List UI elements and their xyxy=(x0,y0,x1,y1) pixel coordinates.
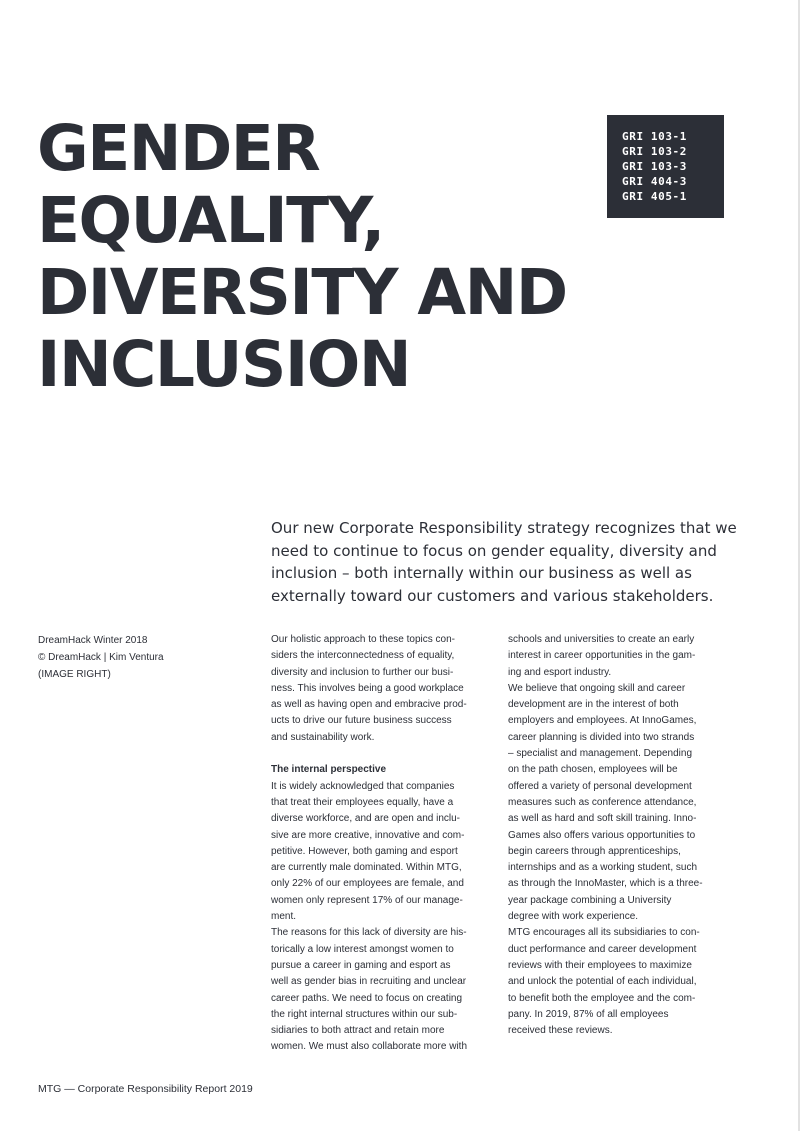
gri-code: GRI 103-2 xyxy=(622,145,688,158)
page-title xyxy=(37,113,567,401)
caption-line: (IMAGE RIGHT) xyxy=(38,669,111,680)
body-line: MTG encourages all its subsidiaries to con- xyxy=(508,927,700,939)
body-line: and sustainability work. xyxy=(271,731,375,743)
body-line: degree with work experience. xyxy=(508,911,639,923)
image-caption xyxy=(38,632,164,683)
body-line: on the path chosen, employees will be xyxy=(508,764,678,776)
body-line: ness. This involves being a good workplace xyxy=(271,682,464,694)
gri-code: GRI 405-1 xyxy=(622,190,688,203)
body-line: petitive. However, both gaming and esport xyxy=(271,845,458,857)
body-line: The reasons for this lack of diversity are his- xyxy=(271,927,467,939)
opening-paragraph xyxy=(271,632,467,746)
body-line: diverse workforce, and are open and inclu- xyxy=(271,813,460,825)
page-footer: MTG — Corporate Responsibility Report 2019 xyxy=(38,1083,253,1095)
gri-code: GRI 103-3 xyxy=(622,160,688,173)
body-line: We believe that ongoing skill and career xyxy=(508,682,686,694)
body-line: well as gender bias in recruiting and unclear xyxy=(271,976,467,988)
body-line: and unlock the potential of each individual, xyxy=(508,976,697,988)
intro-line: need to continue to focus on gender equality, diversity and xyxy=(271,541,717,560)
body-line: offered a variety of personal development xyxy=(508,780,692,792)
body-line: career planning is divided into two strands xyxy=(508,731,695,743)
body-line: sive are more creative, innovative and com- xyxy=(271,829,465,841)
body-line: are currently male dominated. Within MTG, xyxy=(271,862,462,874)
body-line: as through the InnoMaster, which is a three- xyxy=(508,878,703,890)
intro-line: externally toward our customers and various stakeholders. xyxy=(271,586,714,605)
body-line: year package combining a University xyxy=(508,894,672,906)
body-line: ing and esport industry. xyxy=(508,666,612,678)
body-line: reviews with their employees to maximize xyxy=(508,959,692,971)
body-line: as well as hard and soft skill training. Inno- xyxy=(508,813,697,825)
intro-line: inclusion – both internally within our business as well as xyxy=(271,564,692,582)
body-line: diversity and inclusion to further our busi- xyxy=(271,666,454,678)
caption-line: © DreamHack | Kim Ventura xyxy=(38,652,164,663)
gri-code: GRI 103-1 xyxy=(622,130,688,143)
intro-line: Our new Corporate Responsibility strategy recognizes that we xyxy=(271,519,737,537)
section-subheading: The internal perspective xyxy=(271,764,387,776)
body-line: that treat their employees equally, have a xyxy=(271,796,454,808)
body-line: siders the interconnectedness of equality, xyxy=(271,650,455,662)
body-line: development are in the interest of both xyxy=(508,699,679,711)
body-line: women. We must also collaborate more with xyxy=(271,1041,468,1053)
intro-paragraph xyxy=(271,517,741,607)
gri-codes-box xyxy=(607,115,724,218)
body-line: pursue a career in gaming and esport as xyxy=(271,959,451,971)
body-line: ment. xyxy=(271,911,297,923)
body-line: internships and as a working student, such xyxy=(508,862,697,874)
body-line: received these reviews. xyxy=(508,1025,613,1037)
body-line: to benefit both the employee and the com- xyxy=(508,992,696,1004)
body-line: employers and employees. At InnoGames, xyxy=(508,715,697,727)
internal-perspective-paragraph xyxy=(271,779,467,1056)
body-line: torically a low interest amongst women to xyxy=(271,943,454,955)
body-line: – specialist and management. Depending xyxy=(508,748,693,760)
body-column-left xyxy=(271,632,467,1056)
title-line: EQUALITY, xyxy=(37,184,384,257)
body-line: ucts to drive our future business success xyxy=(271,715,452,727)
body-line: career paths. We need to focus on creating xyxy=(271,992,463,1004)
body-line: women only represent 17% of our manage- xyxy=(271,894,463,906)
gri-code: GRI 404-3 xyxy=(622,175,688,188)
body-line: the right internal structures within our sub- xyxy=(271,1008,458,1020)
body-line: Games also offers various opportunities to xyxy=(508,829,696,841)
title-line: INCLUSION xyxy=(37,328,411,401)
body-column-right xyxy=(508,632,703,1039)
body-line: sidiaries to both attract and retain more xyxy=(271,1025,445,1037)
body-line: as well as having open and embracive prod- xyxy=(271,699,467,711)
body-line: only 22% of our employees are female, and xyxy=(271,878,464,890)
title-line: DIVERSITY AND xyxy=(37,256,567,329)
body-line: measures such as conference attendance, xyxy=(508,796,697,808)
body-line: begin careers through apprenticeships, xyxy=(508,845,681,857)
body-line: Our holistic approach to these topics con- xyxy=(271,634,455,645)
body-line: schools and universities to create an early xyxy=(508,634,695,645)
body-line: pany. In 2019, 87% of all employees xyxy=(508,1008,669,1020)
caption-line: DreamHack Winter 2018 xyxy=(38,635,148,646)
title-line: GENDER xyxy=(37,112,320,185)
body-line: interest in career opportunities in the gam- xyxy=(508,650,696,662)
body-line: duct performance and career development xyxy=(508,943,697,955)
body-line: It is widely acknowledged that companies xyxy=(271,780,455,792)
